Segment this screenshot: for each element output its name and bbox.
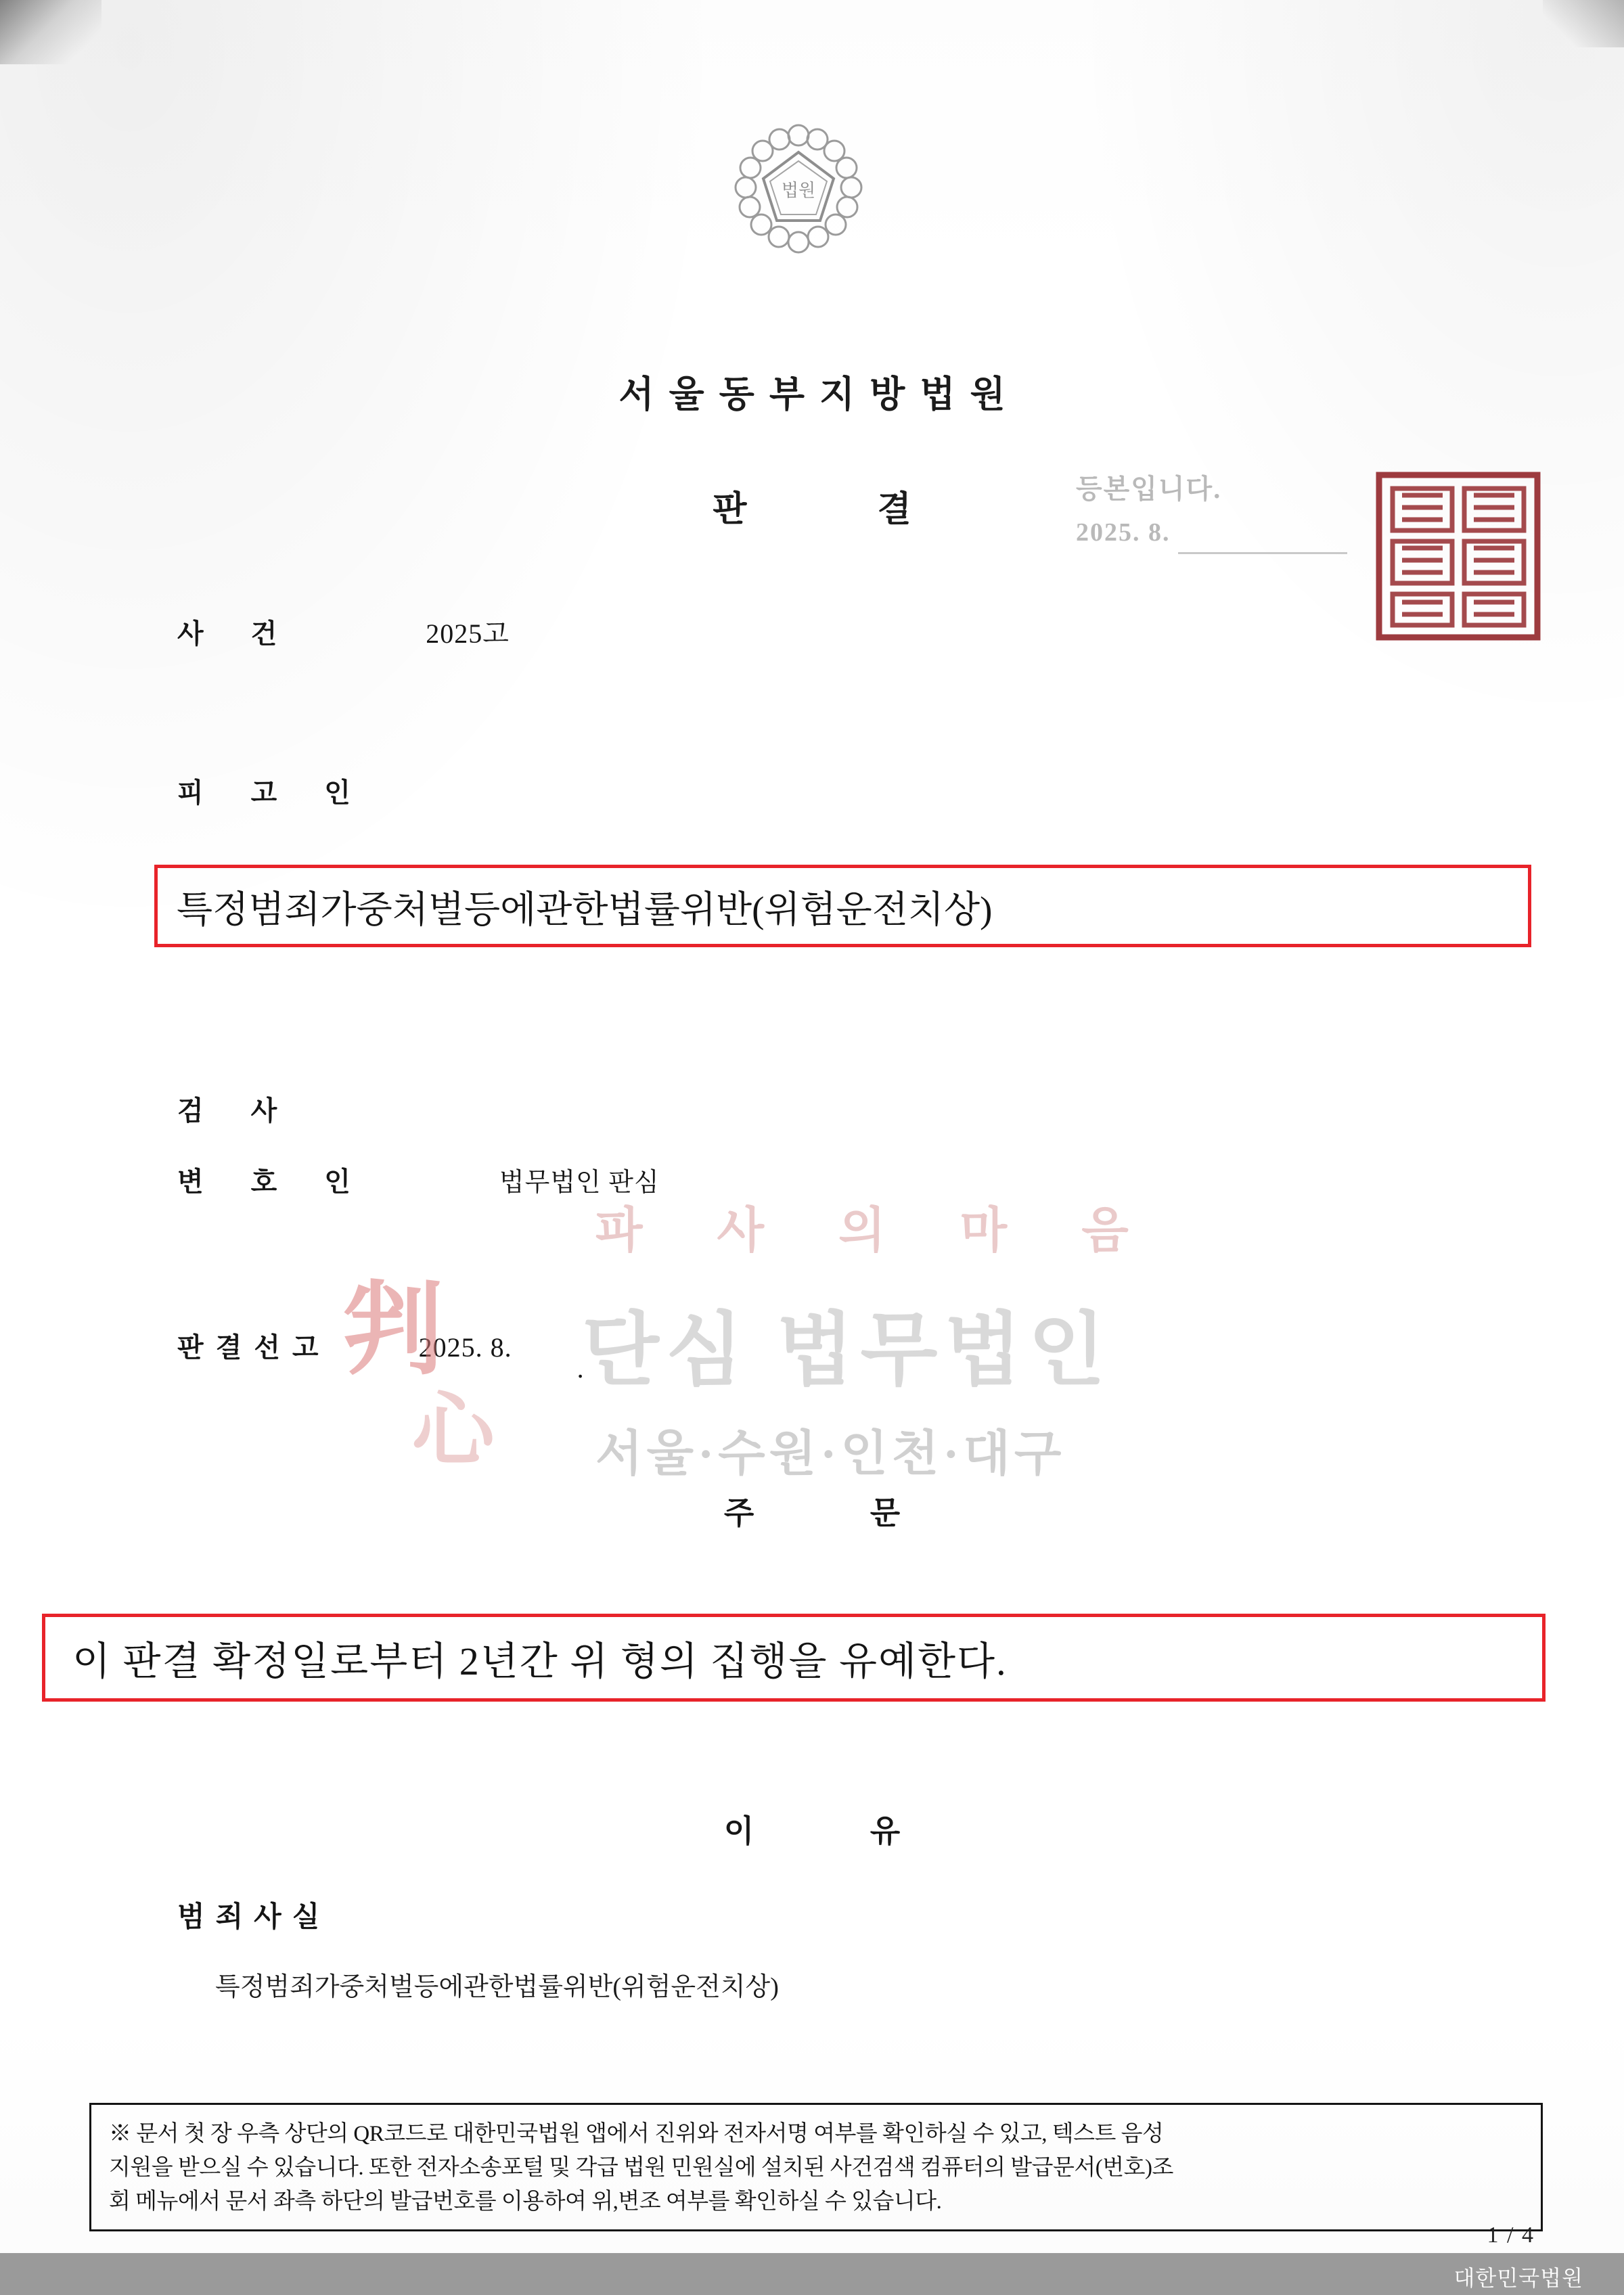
field-judgment-date: [177, 1326, 600, 1365]
field-prosecutor-label: 검 사: [177, 1095, 298, 1126]
footer-bar: [0, 2253, 1624, 2295]
watermark-firm-cities: 서울·수원·인천·대구: [595, 1427, 1066, 1481]
watermark-stamp-pan: 判: [342, 1275, 444, 1387]
field-defense-counsel: [177, 1160, 660, 1199]
field-defense-counsel-label: 변 호 인: [177, 1166, 371, 1197]
copy-stamp-blank-line: [1178, 529, 1347, 554]
court-seal-stamp: [1367, 460, 1550, 663]
scan-artifact-top-left: [0, 0, 102, 64]
court-emblem-icon: [727, 122, 870, 264]
document-type-title: 판 결: [713, 491, 972, 529]
field-prosecutor: [177, 1089, 304, 1128]
field-defense-counsel-value: 법무법인 판심: [499, 1168, 660, 1197]
field-defendant-label: 피 고 인: [177, 777, 371, 808]
watermark-firm-tagline: 파 사 의 마 음: [595, 1204, 1160, 1258]
field-judgment-date-value: 2025. 8.: [418, 1332, 512, 1363]
order-heading: 주 문: [723, 1496, 955, 1530]
watermark-firm-name: 단심 법무법인: [582, 1306, 1112, 1395]
field-judgment-date-label: 판결선고: [177, 1332, 331, 1363]
criminal-facts-body: 특정범죄가중처벌등에관한법률위반(위험운전치상): [215, 1973, 779, 2001]
reason-heading: 이 유: [723, 1814, 955, 1848]
field-case: [177, 612, 510, 651]
field-defendant: [177, 771, 378, 810]
court-name: 서울동부지방법원: [618, 374, 1020, 415]
charge-text: 특정범죄가중처벌등에관한법률위반(위험운전치상): [177, 888, 993, 930]
sentence-text: 이 판결 확정일로부터 2년간 위 형의 집행을 유예한다.: [72, 1639, 1008, 1683]
watermark-stamp-shim: 心: [413, 1385, 494, 1475]
field-case-value: 2025고: [426, 618, 510, 649]
charge-highlight-box: [154, 865, 1531, 947]
footer-label: 대한민국법원: [1453, 2266, 1583, 2290]
copy-stamp-line2: 2025. 8.: [1076, 518, 1171, 547]
notice-line-2: 지원을 받으실 수 있습니다. 또한 전자소송포털 및 각급 법원 민원실에 설치된 사건검색 컴퓨터의 발급문서(번호)조: [109, 2156, 1173, 2181]
certified-copy-stamp: [1076, 467, 1347, 554]
notice-line-3: 회 메뉴에서 문서 좌측 하단의 발급번호를 이용하여 위,변조 여부를 확인하실 수 있습니다.: [109, 2189, 942, 2214]
field-case-label: 사 건: [177, 618, 298, 649]
svg-text:법원: 법원: [781, 181, 816, 200]
page-number: 1 / 4: [1487, 2223, 1535, 2248]
scan-artifact-top-right: [1543, 0, 1624, 47]
notice-line-1: ※ 문서 첫 장 우측 상단의 QR코드로 대한민국법원 앱에서 진위와 전자서명 여부를 확인하실 수 있고, 텍스트 음성: [109, 2122, 1164, 2146]
copy-stamp-line1: 등본입니다.: [1076, 474, 1222, 504]
sentence-highlight-box: [42, 1614, 1546, 1702]
criminal-facts-title: 범죄사실: [177, 1902, 331, 1933]
footer-notice-box: [89, 2103, 1543, 2231]
